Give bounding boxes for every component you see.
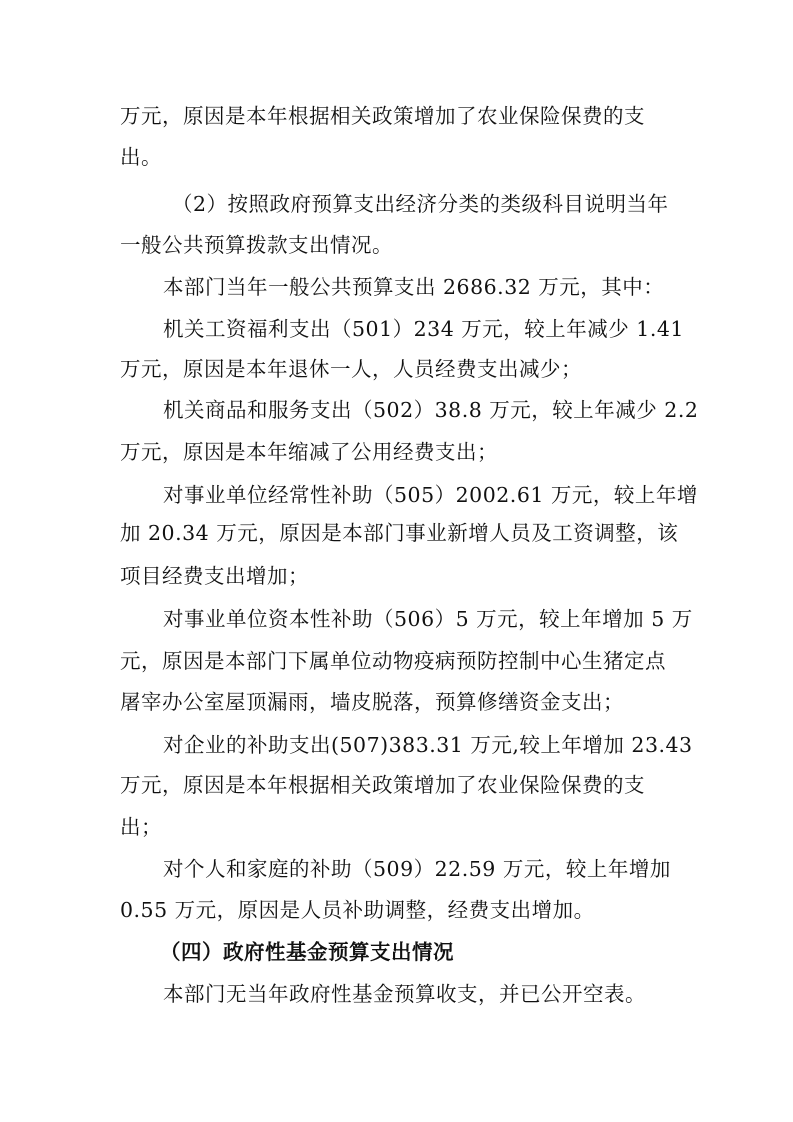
paragraph-line: 对企业的补助支出(507)383.31 万元,较上年增加 23.43 (163, 733, 693, 757)
paragraph-line: 万元，原因是本年根据相关政策增加了农业保险保费的支 (120, 104, 645, 128)
paragraph-line: 元，原因是本部门下属单位动物疫病预防控制中心生猪定点 (120, 649, 666, 673)
paragraph-line: 0.55 万元，原因是人员补助调整，经费支出增加。 (120, 898, 595, 922)
paragraph-line: 万元，原因是本年根据相关政策增加了农业保险保费的支 (120, 773, 645, 797)
subsection-heading-line: 一般公共预算拨款支出情况。 (120, 233, 393, 257)
paragraph-line: 万元，原因是本年退休一人，人员经费支出减少； (120, 357, 582, 381)
paragraph-line: 本部门当年一般公共预算支出 2686.32 万元，其中： (163, 275, 665, 299)
subsection-heading-line: （2）按照政府预算支出经济分类的类级科目说明当年 (172, 192, 669, 216)
paragraph-line: 对个人和家庭的补助（509）22.59 万元，较上年增加 (163, 857, 671, 881)
paragraph-line: 对事业单位经常性补助（505）2002.61 万元，较上年增 (163, 483, 698, 507)
paragraph-line: 项目经费支出增加； (120, 564, 309, 588)
paragraph-line: 机关商品和服务支出（502）38.8 万元，较上年减少 2.2 (163, 398, 699, 422)
paragraph-line: 屠宰办公室屋顶漏雨，墙皮脱落，预算修缮资金支出； (120, 690, 624, 714)
paragraph-line: 出。 (120, 145, 162, 169)
paragraph-line: 本部门无当年政府性基金预算收支，并已公开空表。 (163, 982, 646, 1006)
paragraph-line: 万元，原因是本年缩减了公用经费支出； (120, 440, 498, 464)
paragraph-line: 机关工资福利支出（501）234 万元，较上年减少 1.41 (163, 317, 684, 341)
paragraph-line: 出； (120, 815, 162, 839)
paragraph-line: 加 20.34 万元，原因是本部门事业新增人员及工资调整，该 (120, 521, 679, 545)
section-heading: （四）政府性基金预算支出情况 (160, 940, 454, 964)
paragraph-line: 对事业单位资本性补助（506）5 万元，较上年增加 5 万 (163, 607, 693, 631)
